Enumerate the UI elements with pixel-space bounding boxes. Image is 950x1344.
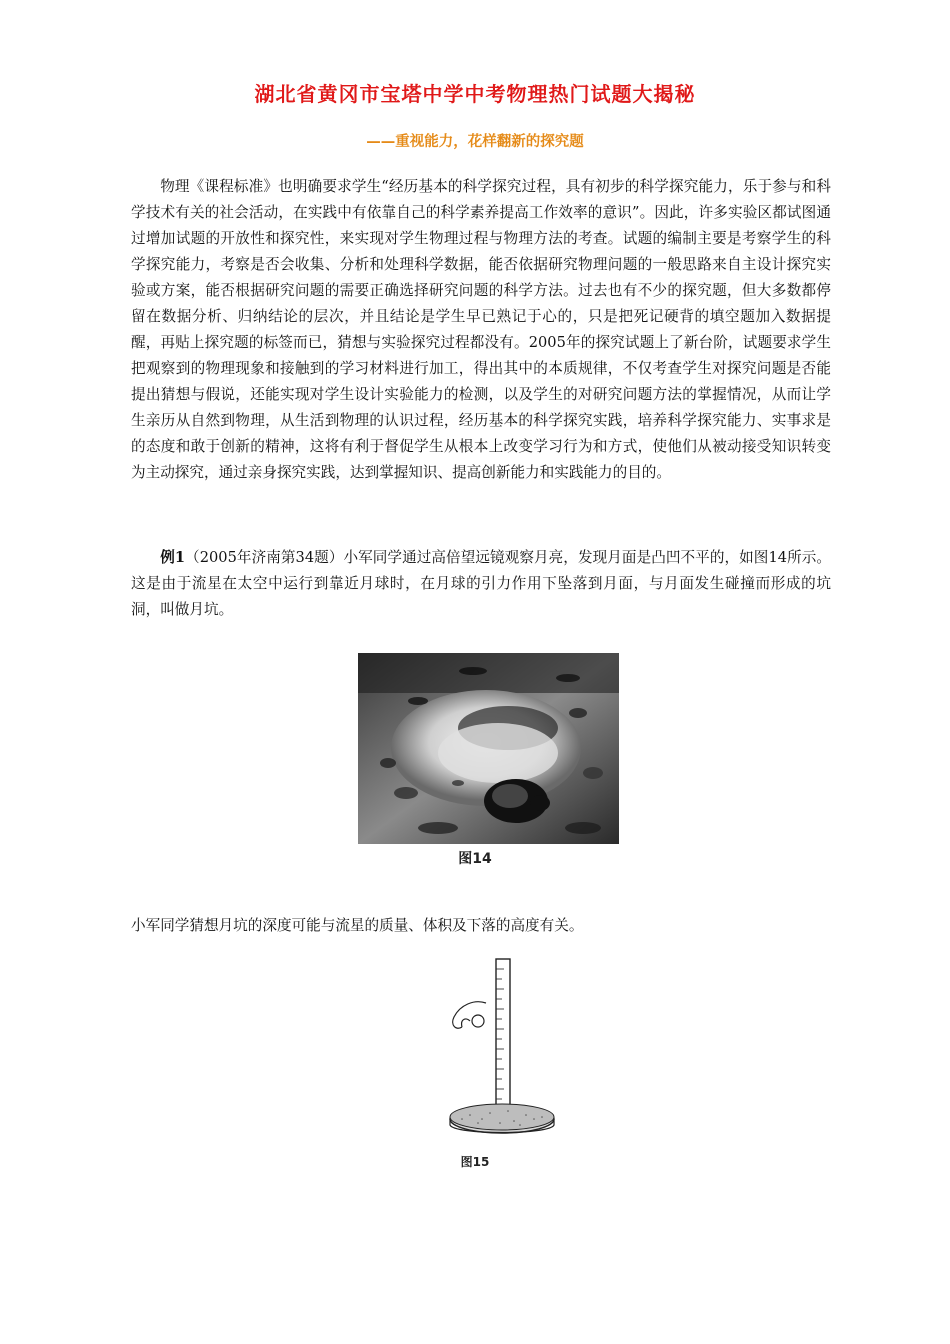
moon-crater-photo <box>358 653 619 844</box>
example-paragraph <box>131 545 831 623</box>
example-text: （2005年济南第34题）小军同学通过高倍望远镜观察月亮，发现月面是凸凹不平的，如图14所示。这是由于流星在太空中运行到靠近月球时，在月球的引力作用下坠落到月面，与月面发生碰撞而形成的坑洞，叫做月坑。 <box>131 549 831 618</box>
intro-paragraph: 物理《课程标准》也明确要求学生“经历基本的科学探究过程，具有初步的科学探究能力，乐于参与和科学技术有关的社会活动，在实践中有依靠自己的科学素养提高工作效率的意识”。因此，许多实验区都试图通过增加试题的开放性和探究性，来实现对学生物理过程与物理方法的考查。试题的编制主要是考察学生的科学探究能力，考察是否会收集、分析和处理科学数据，能否依据研究物理问题的一般思路来自主设计探究实验或方案，能否根据研究问题的需要正确选择研究问题的科学方法。过去也有不少的探究题，但大多数都停留在数据分析、归纳结论的层次，并且结论是学生早已熟记于心的，只是把死记硬背的填空题加入数据提醒，再贴上探究题的标签而已，猜想与实验探究过程都没有。2005年的探究试题上了新台阶，试题要求学生把观察到的物理现象和接触到的学习材料进行加工，得出其中的本质规律，不仅考查学生对探究问题是否能提出猜想与假说，还能实现对学生设计实验能力的检测，以及学生的对研究问题方法的掌握情况，从而让学生亲历从自然到物理，从生活到物理的认识过程，经历基本的科学探究实践，培养科学探究能力、实事求是的态度和敢于创新的精神，这将有利于督促学生从根本上改变学习行为和方式，使他们从被动接受知识转变为主动探究，通过亲身探究实践，达到掌握知识、提高创新能力和实践能力的目的。 <box>131 178 831 481</box>
example-label: 例1 <box>160 549 185 566</box>
page-subtitle: ——重视能力，花样翻新的探究题 <box>366 134 584 150</box>
figure-14-caption: 图14 <box>458 851 492 867</box>
hypothesis-paragraph: 小军同学猜想月坑的深度可能与流星的质量、体积及下落的高度有关。 <box>131 917 584 934</box>
drop-experiment-diagram <box>430 955 570 1160</box>
page-title: 湖北省黄冈市宝塔中学中考物理热门试题大揭秘 <box>254 82 696 106</box>
figure-15-caption: 图15 <box>460 1155 490 1169</box>
